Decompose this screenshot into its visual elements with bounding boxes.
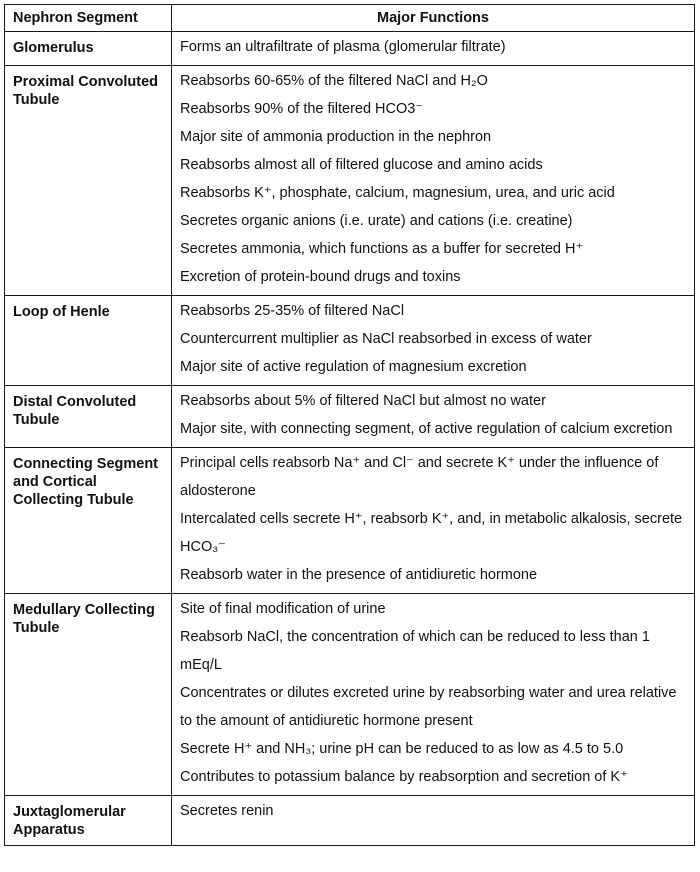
segment-name: Proximal Convoluted Tubule <box>5 66 172 296</box>
function-item: Reabsorbs K⁺, phosphate, calcium, magnesium, urea, and uric acid <box>180 185 615 201</box>
function-list <box>172 32 695 66</box>
segment-name: Juxtaglomerular Apparatus <box>5 796 172 846</box>
table-row <box>5 386 695 448</box>
header-major-functions: Major Functions <box>172 5 695 32</box>
function-list <box>172 66 695 296</box>
segment-name: Medullary Collecting Tubule <box>5 594 172 796</box>
table-row <box>5 66 695 296</box>
function-list <box>172 796 695 846</box>
function-item: Reabsorbs 25-35% of filtered NaCl <box>180 303 405 319</box>
segment-name: Glomerulus <box>5 32 172 66</box>
function-item: Reabsorbs almost all of filtered glucose and amino acids <box>180 157 543 173</box>
function-item: Excretion of protein-bound drugs and toxins <box>180 269 461 285</box>
function-item: Forms an ultrafiltrate of plasma (glomerular filtrate) <box>180 39 506 55</box>
function-item: Secretes organic anions (i.e. urate) and cations (i.e. creatine) <box>180 213 573 229</box>
function-list <box>172 594 695 796</box>
function-item: Major site of active regulation of magnesium excretion <box>180 359 527 375</box>
function-list <box>172 448 695 594</box>
table-row <box>5 296 695 386</box>
table-row <box>5 32 695 66</box>
table-header-row <box>5 5 695 32</box>
segment-name: Distal Convoluted Tubule <box>5 386 172 448</box>
nephron-functions-table <box>4 4 695 846</box>
function-list <box>172 296 695 386</box>
function-item: Site of final modification of urine <box>180 601 386 617</box>
function-item: Reabsorb water in the presence of antidiuretic hormone <box>180 567 538 583</box>
function-item: Major site of ammonia production in the nephron <box>180 129 492 145</box>
segment-name: Connecting Segment and Cortical Collecting Tubule <box>5 448 172 594</box>
function-item: Secretes ammonia, which functions as a buffer for secreted H⁺ <box>180 241 584 257</box>
segment-name: Loop of Henle <box>5 296 172 386</box>
nephron-functions-table-container <box>4 4 694 846</box>
header-nephron-segment: Nephron Segment <box>5 5 172 32</box>
table-row <box>5 796 695 846</box>
function-item: Major site, with connecting segment, of active regulation of calcium excretion <box>180 421 673 437</box>
function-item: Concentrates or dilutes excreted urine by reabsorbing water and urea relative to the amount of antidiuretic hormone present <box>180 685 677 729</box>
function-item: Reabsorbs 90% of the filtered HCO3⁻ <box>180 101 423 117</box>
function-list <box>172 386 695 448</box>
table-row <box>5 448 695 594</box>
function-item: Countercurrent multiplier as NaCl reabsorbed in excess of water <box>180 331 592 347</box>
function-item: Contributes to potassium balance by reabsorption and secretion of K⁺ <box>180 769 628 785</box>
function-item: Reabsorbs about 5% of filtered NaCl but almost no water <box>180 393 546 409</box>
function-item: Intercalated cells secrete H⁺, reabsorb K⁺, and, in metabolic alkalosis, secrete HCO₃⁻ <box>180 511 683 555</box>
table-row <box>5 594 695 796</box>
function-item: Secrete H⁺ and NH₃; urine pH can be reduced to as low as 4.5 to 5.0 <box>180 741 624 757</box>
function-item: Reabsorb NaCl, the concentration of which can be reduced to less than 1 mEq/L <box>180 629 650 673</box>
function-item: Reabsorbs 60-65% of the filtered NaCl and H₂O <box>180 73 488 89</box>
function-item: Secretes renin <box>180 803 274 819</box>
function-item: Principal cells reabsorb Na⁺ and Cl⁻ and secrete K⁺ under the influence of aldosterone <box>180 455 659 499</box>
